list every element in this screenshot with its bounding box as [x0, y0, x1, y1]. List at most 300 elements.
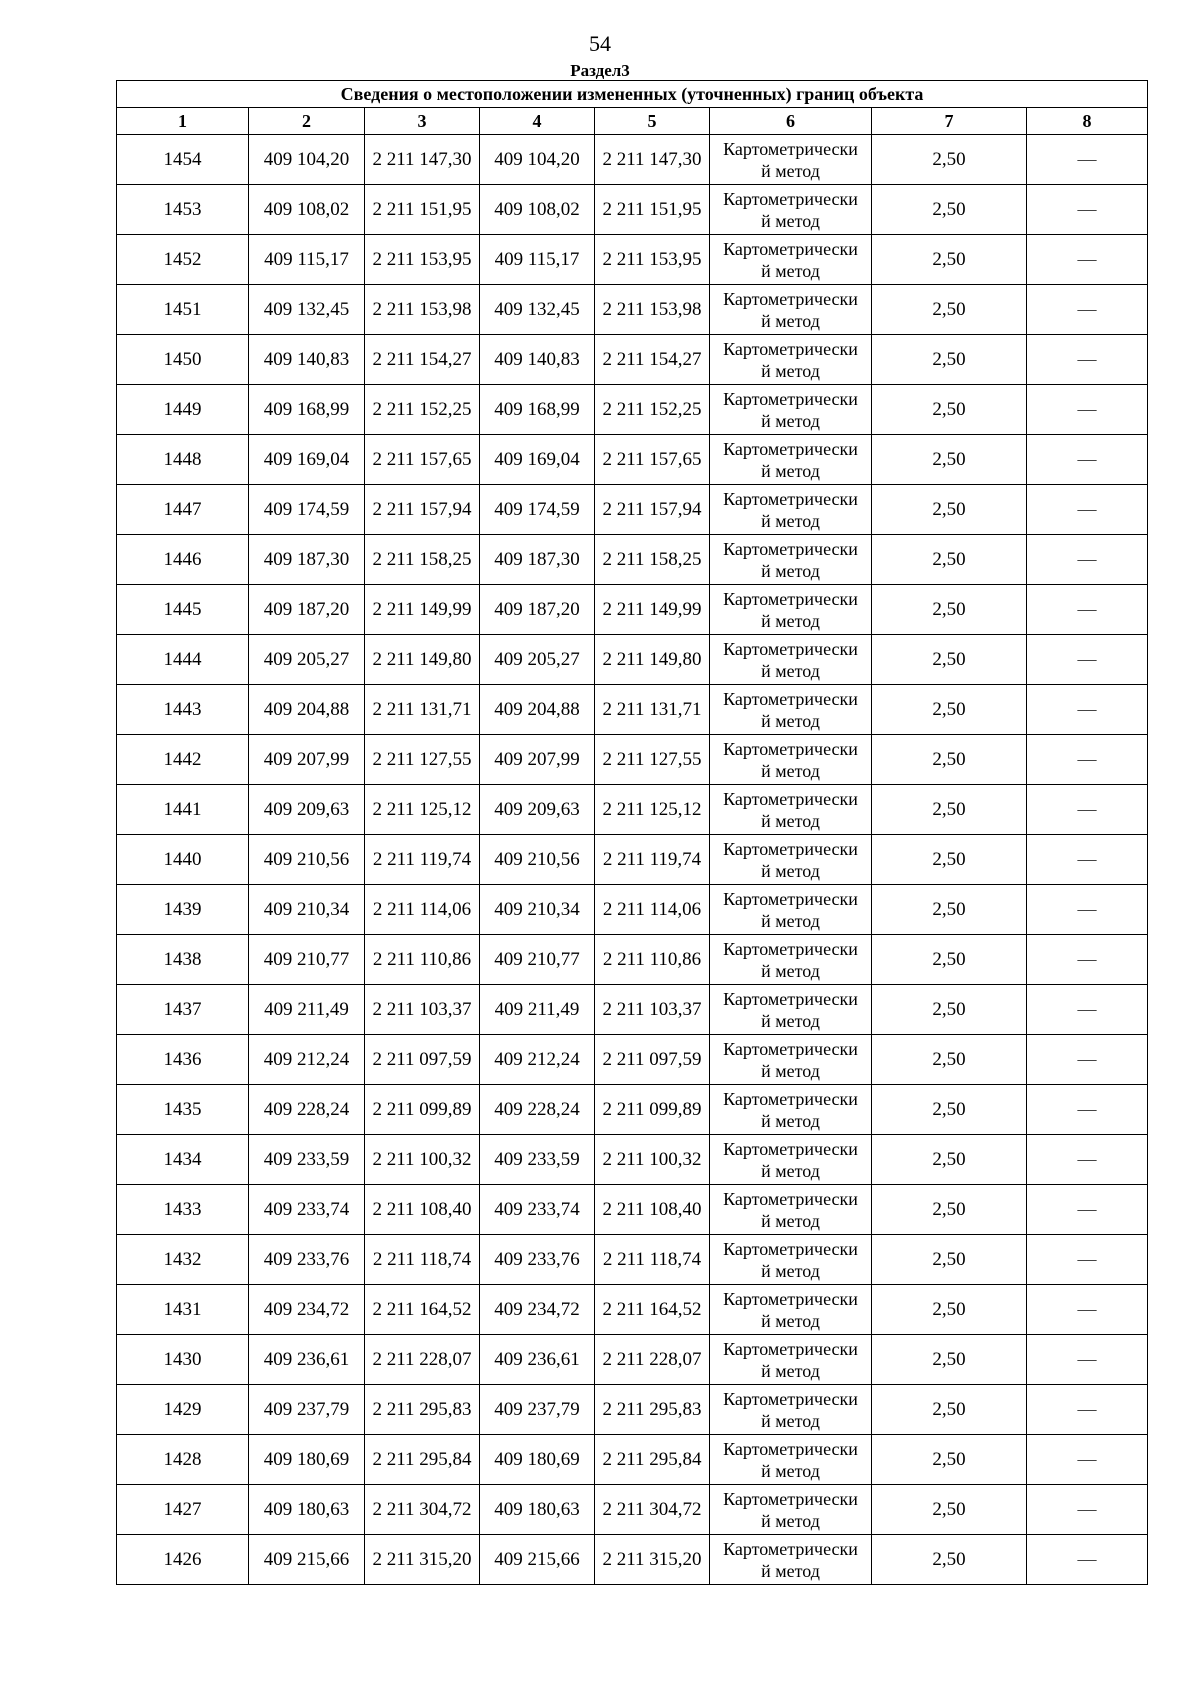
table-cell-c2: 409 212,24 [249, 1035, 365, 1085]
table-cell-c1: 1439 [117, 885, 249, 935]
table-cell-c1: 1441 [117, 785, 249, 835]
table-cell-c7: 2,50 [872, 435, 1027, 485]
table-cell-c3: 2 211 119,74 [365, 835, 480, 885]
table-cell-c3: 2 211 103,37 [365, 985, 480, 1035]
table-cell-c4: 409 132,45 [480, 285, 595, 335]
table-cell-c3: 2 211 127,55 [365, 735, 480, 785]
method-text-line: Картометрически [723, 1188, 858, 1209]
table-cell-c1: 1453 [117, 185, 249, 235]
table-cell-c3: 2 211 110,86 [365, 935, 480, 985]
table-row [117, 1335, 1148, 1385]
table-cell-method [710, 435, 872, 485]
method-text-line: й метод [761, 710, 820, 731]
table-cell-method [710, 835, 872, 885]
table-cell-c7: 2,50 [872, 585, 1027, 635]
table-cell-c1: 1426 [117, 1535, 249, 1585]
table-row [117, 1185, 1148, 1235]
table-cell-c5: 2 211 131,71 [595, 685, 710, 735]
table-cell-method [710, 235, 872, 285]
table-cell-c7: 2,50 [872, 1135, 1027, 1185]
table-row [117, 635, 1148, 685]
table-cell-c1: 1430 [117, 1335, 249, 1385]
table-cell-c1: 1433 [117, 1185, 249, 1235]
table-cell-c3: 2 211 125,12 [365, 785, 480, 835]
table-cell-c3: 2 211 157,94 [365, 485, 480, 535]
method-text-line: й метод [761, 260, 820, 281]
table-cell-c4: 409 204,88 [480, 685, 595, 735]
table-cell-c7: 2,50 [872, 335, 1027, 385]
table-cell-c2: 409 237,79 [249, 1385, 365, 1435]
table-cell-c1: 1440 [117, 835, 249, 885]
table-row [117, 185, 1148, 235]
table-cell-c7: 2,50 [872, 1385, 1027, 1435]
method-text-line: Картометрически [723, 588, 858, 609]
column-header: 7 [872, 108, 1027, 135]
method-text-line: й метод [761, 1010, 820, 1031]
table-cell-c5: 2 211 097,59 [595, 1035, 710, 1085]
table-cell-c7: 2,50 [872, 685, 1027, 735]
table-cell-c8: — [1027, 535, 1148, 585]
table-row [117, 1035, 1148, 1085]
table-cell-c4: 409 211,49 [480, 985, 595, 1035]
method-text-line: й метод [761, 1160, 820, 1181]
table-cell-c7: 2,50 [872, 635, 1027, 685]
table-cell-c4: 409 108,02 [480, 185, 595, 235]
table-row [117, 1535, 1148, 1585]
table-cell-c3: 2 211 152,25 [365, 385, 480, 435]
table-cell-c4: 409 210,34 [480, 885, 595, 935]
table-cell-c8: — [1027, 935, 1148, 985]
method-text-line: й метод [761, 1560, 820, 1581]
table-cell-method [710, 135, 872, 185]
table-cell-c5: 2 211 108,40 [595, 1185, 710, 1235]
table-row [117, 835, 1148, 885]
table-cell-c5: 2 211 099,89 [595, 1085, 710, 1135]
table-cell-c7: 2,50 [872, 985, 1027, 1035]
table-cell-c5: 2 211 100,32 [595, 1135, 710, 1185]
table-cell-c7: 2,50 [872, 835, 1027, 885]
table-cell-c1: 1436 [117, 1035, 249, 1085]
table-cell-c2: 409 205,27 [249, 635, 365, 685]
table-cell-c5: 2 211 157,65 [595, 435, 710, 485]
table-row [117, 1085, 1148, 1135]
table-cell-c1: 1432 [117, 1235, 249, 1285]
method-text-line: й метод [761, 560, 820, 581]
method-text-line: Картометрически [723, 888, 858, 909]
table-cell-c4: 409 187,20 [480, 585, 595, 635]
table-cell-method [710, 1285, 872, 1335]
table-cell-c1: 1438 [117, 935, 249, 985]
table-cell-c8: — [1027, 1535, 1148, 1585]
table-cell-c4: 409 174,59 [480, 485, 595, 535]
table-cell-c4: 409 115,17 [480, 235, 595, 285]
table-row [117, 685, 1148, 735]
table-cell-c8: — [1027, 385, 1148, 435]
table-cell-c8: — [1027, 885, 1148, 935]
table-cell-c8: — [1027, 285, 1148, 335]
table-cell-c3: 2 211 154,27 [365, 335, 480, 385]
table-cell-c4: 409 212,24 [480, 1035, 595, 1085]
table-cell-c2: 409 187,20 [249, 585, 365, 635]
table-cell-c2: 409 104,20 [249, 135, 365, 185]
table-caption: Сведения о местоположении измененных (уточненных) границ объекта [117, 81, 1148, 108]
method-text-line: Картометрически [723, 538, 858, 559]
method-text-line: й метод [761, 610, 820, 631]
table-cell-method [710, 1385, 872, 1435]
method-text-line: Картометрически [723, 1488, 858, 1509]
table-cell-c2: 409 228,24 [249, 1085, 365, 1135]
table-cell-c8: — [1027, 1185, 1148, 1235]
table-cell-c4: 409 207,99 [480, 735, 595, 785]
method-text-line: й метод [761, 1360, 820, 1381]
table-row [117, 985, 1148, 1035]
method-text-line: й метод [761, 460, 820, 481]
table-cell-c7: 2,50 [872, 1185, 1027, 1235]
table-cell-c3: 2 211 153,95 [365, 235, 480, 285]
table-cell-c4: 409 104,20 [480, 135, 595, 185]
table-cell-c7: 2,50 [872, 1035, 1027, 1085]
table-cell-c4: 409 168,99 [480, 385, 595, 435]
method-text-line: Картометрически [723, 488, 858, 509]
table-cell-c7: 2,50 [872, 385, 1027, 435]
table-cell-c5: 2 211 114,06 [595, 885, 710, 935]
table-cell-c7: 2,50 [872, 185, 1027, 235]
table-cell-method [710, 735, 872, 785]
method-text-line: й метод [761, 160, 820, 181]
table-cell-c3: 2 211 097,59 [365, 1035, 480, 1085]
table-row [117, 535, 1148, 585]
table-cell-method [710, 1535, 872, 1585]
table-cell-c7: 2,50 [872, 1235, 1027, 1285]
table-cell-c5: 2 211 295,84 [595, 1435, 710, 1485]
section-title: Раздел3 [570, 61, 630, 80]
table-cell-method [710, 1085, 872, 1135]
table-cell-c3: 2 211 108,40 [365, 1185, 480, 1235]
table-cell-c8: — [1027, 485, 1148, 535]
table-cell-c5: 2 211 147,30 [595, 135, 710, 185]
method-text-line: й метод [761, 410, 820, 431]
table-cell-c7: 2,50 [872, 485, 1027, 535]
table-cell-c1: 1435 [117, 1085, 249, 1135]
table-cell-c5: 2 211 119,74 [595, 835, 710, 885]
column-header: 6 [710, 108, 872, 135]
table-cell-c5: 2 211 149,99 [595, 585, 710, 635]
table-cell-c7: 2,50 [872, 735, 1027, 785]
table-cell-c5: 2 211 127,55 [595, 735, 710, 785]
table-cell-c5: 2 211 103,37 [595, 985, 710, 1035]
table-cell-c8: — [1027, 1385, 1148, 1435]
table-cell-c5: 2 211 154,27 [595, 335, 710, 385]
table-cell-method [710, 1485, 872, 1535]
table-row [117, 485, 1148, 535]
table-cell-c5: 2 211 228,07 [595, 1335, 710, 1385]
table-cell-method [710, 985, 872, 1035]
table-cell-c8: — [1027, 135, 1148, 185]
table-cell-c2: 409 187,30 [249, 535, 365, 585]
table-cell-c2: 409 233,76 [249, 1235, 365, 1285]
table-cell-c2: 409 234,72 [249, 1285, 365, 1335]
table-row [117, 385, 1148, 435]
table-cell-c1: 1446 [117, 535, 249, 585]
method-text-line: Картометрически [723, 988, 858, 1009]
table-cell-c8: — [1027, 1435, 1148, 1485]
table-cell-c5: 2 211 110,86 [595, 935, 710, 985]
table-cell-method [710, 1335, 872, 1385]
table-cell-c4: 409 233,74 [480, 1185, 595, 1235]
table-cell-c7: 2,50 [872, 1285, 1027, 1335]
column-header: 4 [480, 108, 595, 135]
table-cell-c8: — [1027, 1085, 1148, 1135]
table-cell-method [710, 1185, 872, 1235]
table-row [117, 1385, 1148, 1435]
table-cell-method [710, 685, 872, 735]
table-cell-c3: 2 211 151,95 [365, 185, 480, 235]
table-row [117, 1285, 1148, 1335]
table-cell-c5: 2 211 164,52 [595, 1285, 710, 1335]
table-cell-c3: 2 211 157,65 [365, 435, 480, 485]
table-cell-c5: 2 211 118,74 [595, 1235, 710, 1285]
table-cell-method [710, 285, 872, 335]
method-text-line: й метод [761, 910, 820, 931]
table-row [117, 135, 1148, 185]
column-header: 1 [117, 108, 249, 135]
table-cell-c3: 2 211 153,98 [365, 285, 480, 335]
table-row [117, 1235, 1148, 1285]
table-cell-c4: 409 180,69 [480, 1435, 595, 1485]
table-row [117, 935, 1148, 985]
table-cell-c2: 409 210,34 [249, 885, 365, 935]
table-cell-c7: 2,50 [872, 235, 1027, 285]
table-cell-c7: 2,50 [872, 1435, 1027, 1485]
table-cell-c5: 2 211 153,98 [595, 285, 710, 335]
method-text-line: Картометрически [723, 188, 858, 209]
table-cell-c1: 1454 [117, 135, 249, 185]
table-cell-c8: — [1027, 635, 1148, 685]
table-cell-method [710, 785, 872, 835]
table-cell-c2: 409 233,74 [249, 1185, 365, 1235]
column-header: 8 [1027, 108, 1148, 135]
method-text-line: Картометрически [723, 1038, 858, 1059]
table-cell-c4: 409 228,24 [480, 1085, 595, 1135]
table-cell-c2: 409 168,99 [249, 385, 365, 435]
table-cell-c4: 409 140,83 [480, 335, 595, 385]
method-text-line: Картометрически [723, 138, 858, 159]
table-cell-c8: — [1027, 1335, 1148, 1385]
table-cell-c5: 2 211 152,25 [595, 385, 710, 435]
table-cell-c7: 2,50 [872, 935, 1027, 985]
table-cell-c3: 2 211 118,74 [365, 1235, 480, 1285]
table-cell-c1: 1450 [117, 335, 249, 385]
table-cell-c7: 2,50 [872, 135, 1027, 185]
table-cell-c8: — [1027, 1285, 1148, 1335]
table-cell-method [710, 635, 872, 685]
method-text-line: й метод [761, 960, 820, 981]
method-text-line: Картометрически [723, 938, 858, 959]
table-cell-c2: 409 210,77 [249, 935, 365, 985]
table-row [117, 1435, 1148, 1485]
method-text-line: Картометрически [723, 1238, 858, 1259]
method-text-line: Картометрически [723, 738, 858, 759]
table-cell-c1: 1448 [117, 435, 249, 485]
table-cell-c2: 409 207,99 [249, 735, 365, 785]
table-cell-c4: 409 233,59 [480, 1135, 595, 1185]
table-cell-c4: 409 169,04 [480, 435, 595, 485]
column-header: 3 [365, 108, 480, 135]
method-text-line: Картометрически [723, 1288, 858, 1309]
table-cell-c5: 2 211 151,95 [595, 185, 710, 235]
table-cell-c8: — [1027, 585, 1148, 635]
table-row [117, 435, 1148, 485]
table-cell-c4: 409 210,77 [480, 935, 595, 985]
table-cell-c1: 1442 [117, 735, 249, 785]
table-cell-c1: 1449 [117, 385, 249, 435]
table-body [117, 135, 1148, 1585]
table-cell-c5: 2 211 315,20 [595, 1535, 710, 1585]
method-text-line: й метод [761, 510, 820, 531]
table-cell-c3: 2 211 149,80 [365, 635, 480, 685]
table-cell-c2: 409 236,61 [249, 1335, 365, 1385]
method-text-line: Картометрически [723, 388, 858, 409]
method-text-line: Картометрически [723, 838, 858, 859]
table-cell-c8: — [1027, 735, 1148, 785]
table-cell-c8: — [1027, 1135, 1148, 1185]
table-cell-method [710, 1135, 872, 1185]
method-text-line: й метод [761, 1460, 820, 1481]
method-text-line: й метод [761, 1410, 820, 1431]
table-cell-c2: 409 215,66 [249, 1535, 365, 1585]
table-cell-c2: 409 180,69 [249, 1435, 365, 1485]
table-cell-c2: 409 210,56 [249, 835, 365, 885]
column-header: 5 [595, 108, 710, 135]
method-text-line: й метод [761, 860, 820, 881]
table-cell-c3: 2 211 147,30 [365, 135, 480, 185]
table-cell-c8: — [1027, 835, 1148, 885]
table-cell-method [710, 885, 872, 935]
table-cell-c2: 409 132,45 [249, 285, 365, 335]
table-cell-c4: 409 209,63 [480, 785, 595, 835]
table-cell-c7: 2,50 [872, 785, 1027, 835]
table-cell-c7: 2,50 [872, 1085, 1027, 1135]
table-cell-c3: 2 211 100,32 [365, 1135, 480, 1185]
table-cell-c8: — [1027, 985, 1148, 1035]
table-cell-c1: 1445 [117, 585, 249, 635]
table-cell-method [710, 935, 872, 985]
method-text-line: й метод [761, 1110, 820, 1131]
table-cell-c8: — [1027, 685, 1148, 735]
table-cell-c5: 2 211 153,95 [595, 235, 710, 285]
table-cell-c3: 2 211 131,71 [365, 685, 480, 735]
column-header: 2 [249, 108, 365, 135]
table-row [117, 785, 1148, 835]
method-text-line: й метод [761, 210, 820, 231]
table-cell-c3: 2 211 164,52 [365, 1285, 480, 1335]
column-header-row [117, 108, 1148, 135]
table-cell-c1: 1443 [117, 685, 249, 735]
method-text-line: Картометрически [723, 1388, 858, 1409]
table-cell-c8: — [1027, 435, 1148, 485]
table-cell-c8: — [1027, 1235, 1148, 1285]
table-cell-c7: 2,50 [872, 535, 1027, 585]
table-cell-c4: 409 236,61 [480, 1335, 595, 1385]
method-text-line: Картометрически [723, 1338, 858, 1359]
method-text-line: Картометрически [723, 638, 858, 659]
table-cell-method [710, 335, 872, 385]
table-cell-c8: — [1027, 1485, 1148, 1535]
table-cell-method [710, 535, 872, 585]
table-cell-c5: 2 211 157,94 [595, 485, 710, 535]
table-cell-c1: 1428 [117, 1435, 249, 1485]
table-cell-c4: 409 215,66 [480, 1535, 595, 1585]
table-cell-c2: 409 140,83 [249, 335, 365, 385]
table-row [117, 235, 1148, 285]
table-cell-c5: 2 211 149,80 [595, 635, 710, 685]
table-cell-method [710, 185, 872, 235]
table-cell-c8: — [1027, 785, 1148, 835]
method-text-line: й метод [761, 1310, 820, 1331]
table-cell-method [710, 385, 872, 435]
table-cell-c3: 2 211 228,07 [365, 1335, 480, 1385]
table-cell-method [710, 1035, 872, 1085]
method-text-line: Картометрически [723, 688, 858, 709]
table-row [117, 1485, 1148, 1535]
table-cell-c1: 1451 [117, 285, 249, 335]
table-cell-c7: 2,50 [872, 285, 1027, 335]
method-text-line: Картометрически [723, 788, 858, 809]
table-cell-c1: 1429 [117, 1385, 249, 1435]
page-number: 54 [589, 31, 611, 56]
table-cell-c5: 2 211 158,25 [595, 535, 710, 585]
table-cell-c4: 409 210,56 [480, 835, 595, 885]
table-row [117, 885, 1148, 935]
table-cell-c1: 1434 [117, 1135, 249, 1185]
table-cell-method [710, 485, 872, 535]
table-cell-c3: 2 211 149,99 [365, 585, 480, 635]
table-cell-c3: 2 211 114,06 [365, 885, 480, 935]
table-cell-c8: — [1027, 335, 1148, 385]
method-text-line: й метод [761, 1210, 820, 1231]
table-cell-c5: 2 211 295,83 [595, 1385, 710, 1435]
table-cell-c3: 2 211 295,83 [365, 1385, 480, 1435]
method-text-line: й метод [761, 1260, 820, 1281]
table-cell-c1: 1452 [117, 235, 249, 285]
table-cell-c2: 409 180,63 [249, 1485, 365, 1535]
table-cell-c8: — [1027, 185, 1148, 235]
method-text-line: Картометрически [723, 238, 858, 259]
method-text-line: й метод [761, 1510, 820, 1531]
table-cell-c7: 2,50 [872, 885, 1027, 935]
method-text-line: й метод [761, 810, 820, 831]
method-text-line: й метод [761, 360, 820, 381]
table-cell-c8: — [1027, 1035, 1148, 1085]
method-text-line: й метод [761, 660, 820, 681]
table-cell-c1: 1444 [117, 635, 249, 685]
table-cell-c7: 2,50 [872, 1485, 1027, 1535]
table-cell-c2: 409 209,63 [249, 785, 365, 835]
method-text-line: Картометрически [723, 1088, 858, 1109]
method-text-line: Картометрически [723, 1438, 858, 1459]
table-cell-method [710, 585, 872, 635]
table-cell-c5: 2 211 125,12 [595, 785, 710, 835]
table-cell-c3: 2 211 304,72 [365, 1485, 480, 1535]
table-cell-c7: 2,50 [872, 1535, 1027, 1585]
table-cell-c3: 2 211 295,84 [365, 1435, 480, 1485]
table-cell-c1: 1437 [117, 985, 249, 1035]
method-text-line: й метод [761, 760, 820, 781]
table-cell-c2: 409 233,59 [249, 1135, 365, 1185]
table-cell-c4: 409 234,72 [480, 1285, 595, 1335]
table-row [117, 735, 1148, 785]
table-row [117, 1135, 1148, 1185]
